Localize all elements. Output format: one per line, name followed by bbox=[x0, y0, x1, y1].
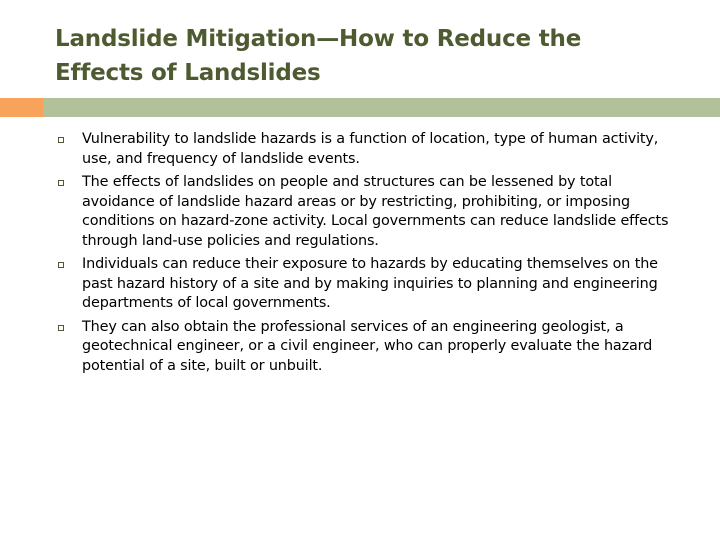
bullet-item-2 bbox=[58, 173, 683, 251]
accent-bar-green bbox=[43, 98, 720, 117]
hollow-square-bullet-icon bbox=[58, 262, 64, 268]
bullet-list bbox=[58, 130, 683, 380]
bullet-text-3: Individuals can reduce their exposure to hazards by educating themselves on the past hazard history of a site and by making inquiries to planning and engineering departments of local governments. bbox=[82, 256, 658, 311]
hollow-square-bullet-icon bbox=[58, 137, 64, 143]
hollow-square-bullet-icon bbox=[58, 325, 64, 331]
slide-title-line-1: Landslide Mitigation—How to Reduce the bbox=[55, 26, 582, 52]
bullet-item-4 bbox=[58, 318, 683, 377]
slide-title-line-2: Effects of Landslides bbox=[55, 60, 321, 86]
bullet-text-4: They can also obtain the professional services of an engineering geologist, a geotechnical engineer, or a civil engineer, who can properly evaluate the hazard potential of a site, built or unbuilt. bbox=[82, 318, 653, 374]
bullet-item-1 bbox=[58, 130, 683, 169]
slide-title bbox=[55, 22, 695, 90]
accent-bar-orange bbox=[0, 98, 43, 117]
bullet-item-3 bbox=[58, 255, 683, 314]
bullet-text-2: The effects of landslides on people and structures can be lessened by total avoidance of landslide hazard areas or by restricting, prohibiting, or imposing conditions on hazard-zone activity. Local governments can reduce landslide effects through land-use policies and regulations. bbox=[82, 174, 669, 249]
hollow-square-bullet-icon bbox=[58, 180, 64, 186]
bullet-text-1: Vulnerability to landslide hazards is a function of location, type of human activity, use, and frequency of landslide events. bbox=[82, 131, 659, 167]
